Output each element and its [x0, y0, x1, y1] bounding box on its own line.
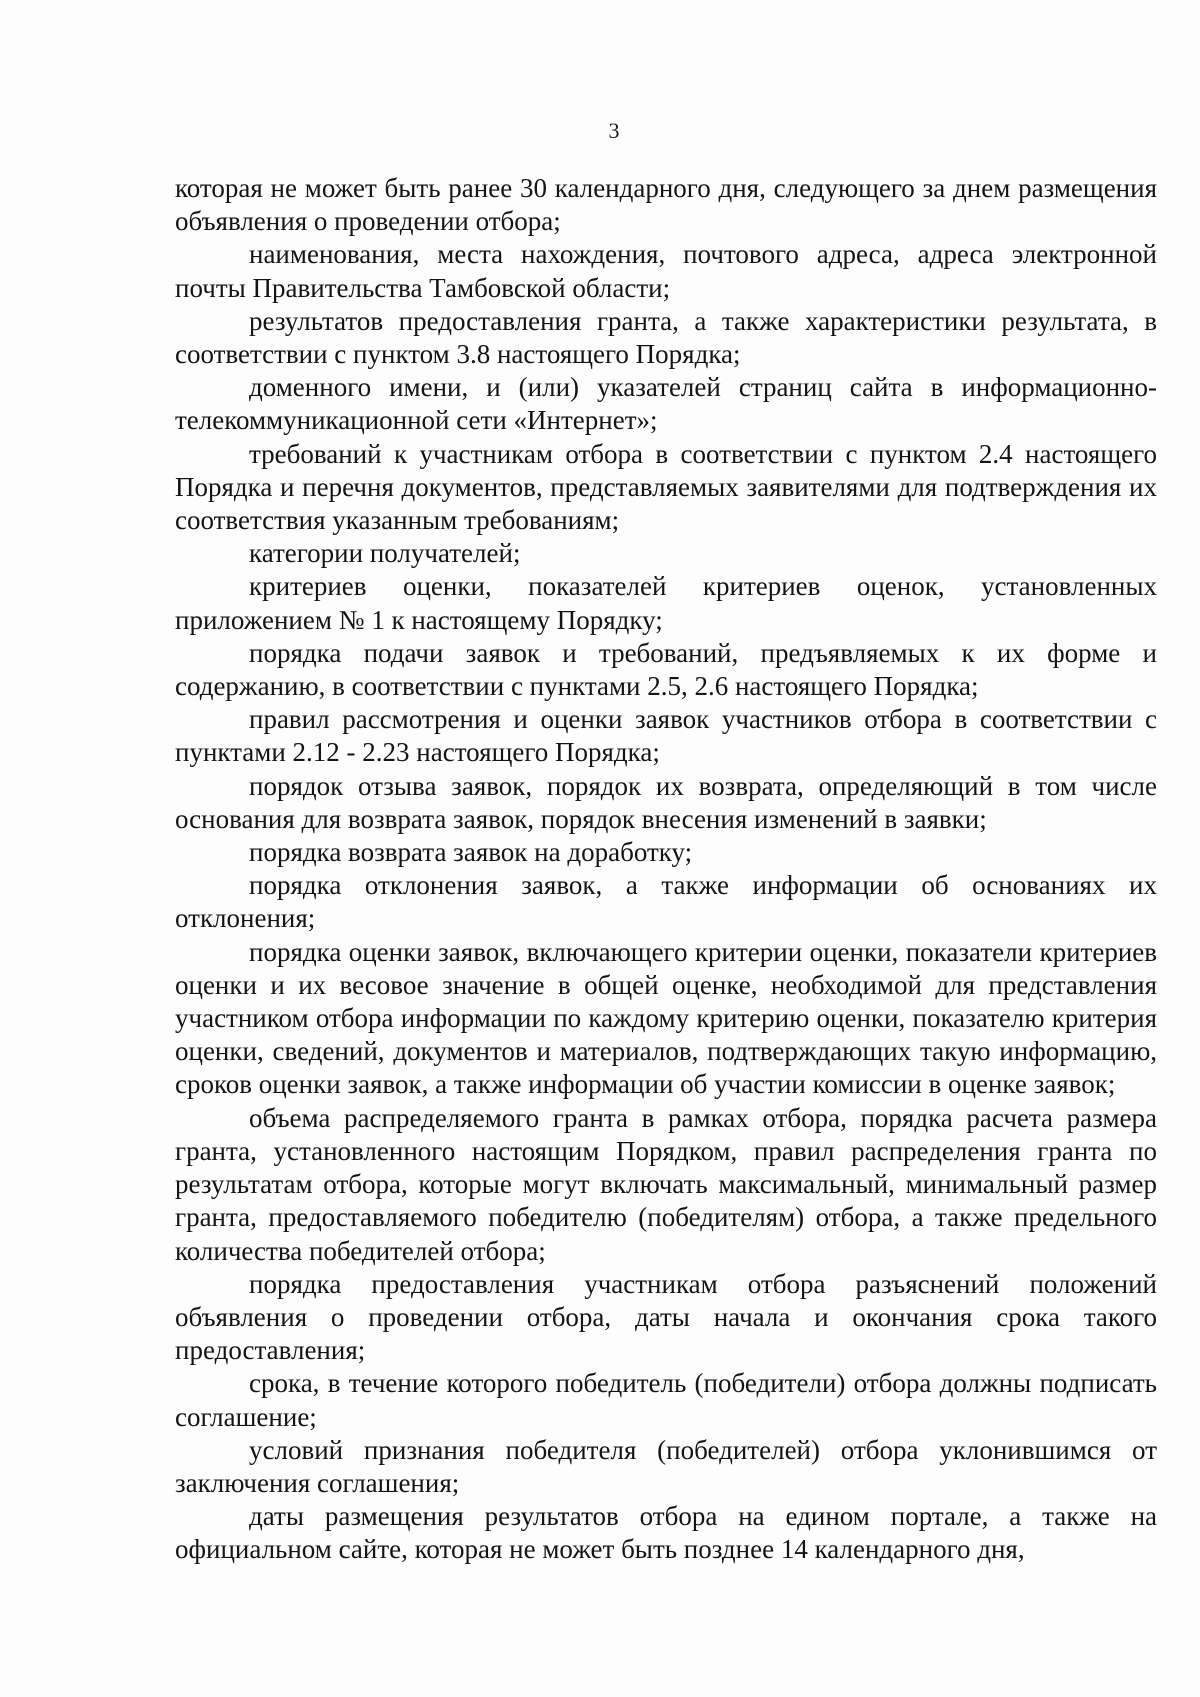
paragraph: порядка подачи заявок и требований, предъявляемых к их форме и содержанию, в соответствии с пунктами 2.5, 2.6 настоящего Порядка; [175, 637, 1157, 702]
paragraph: категории получателей; [249, 538, 521, 569]
paragraph: которая не может быть ранее 30 календарного дня, следующего за днем размещения объявления о проведении отбора; [175, 173, 1157, 237]
paragraph: порядка предоставления участникам отбора разъяснений положений объявления о проведении отбора, даты начала и окончания срока такого предоставления; [175, 1268, 1157, 1366]
paragraph: результатов предоставления гранта, а также характеристики результата, в соответствии с пунктом 3.8 настоящего Порядка; [175, 305, 1157, 370]
paragraph: доменного имени, и (или) указателей страниц сайта в информационно-телекоммуникационной сети «Интернет»; [175, 372, 1157, 436]
document-body [175, 172, 1157, 1567]
paragraph: требований к участникам отбора в соответствии с пунктом 2.4 настоящего Порядка и перечня документов, представляемых заявителями для подтверждения их соответствия указанным требованиям; [175, 438, 1157, 536]
paragraph: наименования, места нахождения, почтового адреса, адреса электронной почты Правительства Тамбовской области; [175, 239, 1157, 303]
paragraph: условий признания победителя (победителей) отбора уклонившимся от заключения соглашения; [175, 1434, 1157, 1498]
paragraph: правил рассмотрения и оценки заявок участников отбора в соответствии с пунктами 2.12 - 2.23 настоящего Порядка; [175, 704, 1157, 768]
paragraph: срока, в течение которого победитель (победители) отбора должны подписать соглашение; [175, 1368, 1157, 1432]
paragraph: порядка оценки заявок, включающего критерии оценки, показатели критериев оценки и их весовое значение в общей оценке, необходимой для представления участником отбора информации по каждому критерию оценки, показателю критерия оценки, сведений, документов и материалов, подтверждающих такую информацию, сроков оценки заявок, а также информации об участии комиссии в оценке заявок; [175, 936, 1157, 1100]
paragraph: порядка отклонения заявок, а также информации об основаниях их отклонения; [175, 870, 1157, 934]
page-number: 3 [608, 118, 620, 143]
paragraph: критериев оценки, показателей критериев оценок, установленных приложением № 1 к настоящему Порядку; [175, 571, 1157, 635]
paragraph: порядок отзыва заявок, порядок их возврата, определяющий в том числе основания для возврата заявок, порядок внесения изменений в заявки; [175, 770, 1157, 834]
paragraph: объема распределяемого гранта в рамках отбора, порядка расчета размера гранта, установленного настоящим Порядком, правил распределения гранта по результатам отбора, которые могут включать максимальный, минимальный размер гранта, предоставляемого победителю (победителям) отбора, а также предельного количества победителей отбора; [175, 1102, 1157, 1266]
paragraph: порядка возврата заявок на доработку; [249, 837, 693, 868]
paragraph: даты размещения результатов отбора на едином портале, а также на официальном сайте, которая не может быть позднее 14 календарного дня, [175, 1501, 1157, 1565]
